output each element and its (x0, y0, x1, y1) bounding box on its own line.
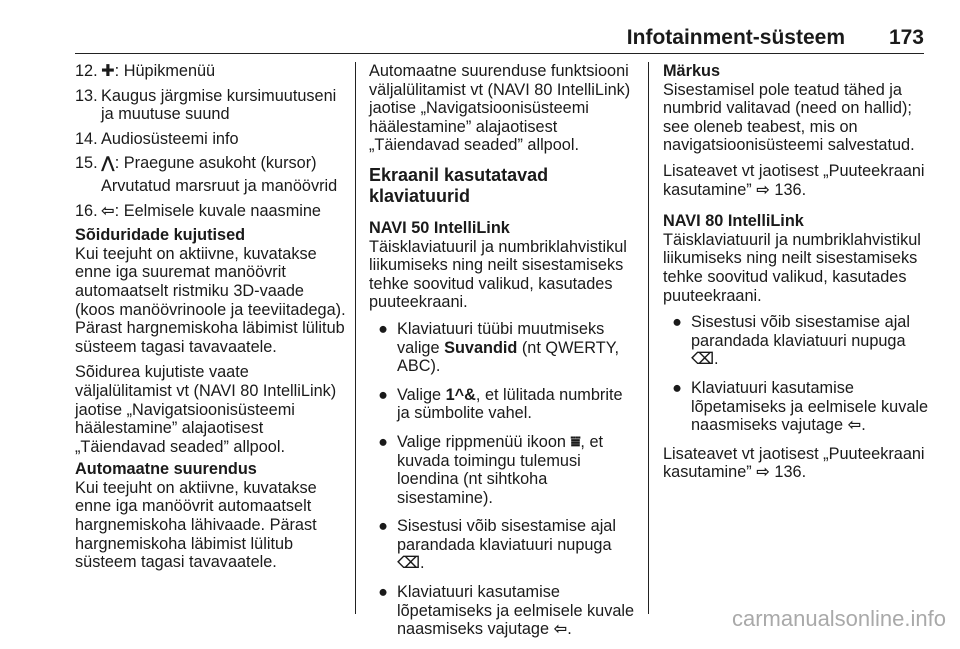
page-header (0, 0, 960, 54)
backspace-icon: ⌫ (691, 350, 715, 369)
back-arrow-icon: ⇦ (847, 416, 862, 435)
bullet-list (663, 313, 931, 435)
list-item-15: 15. ⋀: Praegune asukoht (kursor) (75, 154, 317, 173)
list-item: ● Klaviatuuri kasutamise lõpetamiseks ja eelmisele kuvale naasmiseks vajutage ⇦. (663, 379, 931, 435)
bullet-icon: ● (378, 385, 388, 404)
bullet-icon: ● (378, 319, 388, 338)
heading-auto-zoom: Automaatne suurendus (75, 460, 257, 479)
list-item: ● Sisestusi võib sisestamise ajal parandada klaviatuuri nupuga ⌫. (369, 517, 639, 573)
back-arrow-icon: ⇦ (553, 620, 568, 639)
note-text: Sisestamisel pole teatud tähed ja numbrid valitavad (need on hallid); see oleneb teabest, mis on navigatsioonisüsteemi salvestatud. (663, 80, 915, 155)
header-title: Infotainment-süsteem (626, 26, 845, 49)
page-reference-icon: ⇨ (756, 463, 770, 482)
list-item: ● Klaviatuuri kasutamise lõpetamiseks ja eelmisele kuvale naasmiseks vajutage ⇦. (369, 583, 639, 639)
column-divider-1 (355, 62, 356, 614)
list-item-16: 16. ⇦: Eelmisele kuvale naasmine (75, 201, 321, 220)
list-item-12: 12. ✚: Hüpikmenüü (75, 62, 216, 80)
list-item: ● Valige 1^&, et lülitada numbrite ja sümbolite vahel. (369, 386, 639, 423)
column-1 (75, 62, 347, 572)
list-item: ● Klaviatuuri tüübi muutmiseks valige Suvandid (nt QWERTY, ABC). (369, 320, 639, 376)
paragraph: Kui teejuht on aktiivne, kuvatakse enne iga suuremat manöövrit automaatselt ristmiku 3D-vaade (koos manöövrinoole ja teeviitadega). Pärast hargnemiskoha läbimist lülitub süsteem tagasi tavavaatele. (75, 244, 346, 356)
column-divider-2 (648, 62, 649, 614)
cursor-position-icon: ⋀ (101, 154, 115, 173)
bullet-icon: ● (378, 517, 388, 536)
watermark: carmanualsonline.info (731, 606, 946, 631)
paragraph: Automaatne suurenduse funktsiooni väljalülitamist vt (NAVI 80 IntelliLink) jaotise „Navigatsioonisüsteemi häälestamine” alajaotisest „Täiendavad seaded” allpool. (369, 62, 631, 155)
paragraph: Lisateavet vt jaotisest „Puuteekraani kasutamine” ⇨ 136. (663, 444, 925, 482)
page-number: 173 (888, 26, 924, 49)
paragraph: Sõidurea kujutiste vaate väljalülitamist vt (NAVI 80 IntelliLink) jaotise „Navigatsioonisüsteemi häälestamine” alajaotisest „Täiendavad seaded” allpool. (75, 363, 337, 456)
bullet-icon: ● (672, 378, 682, 397)
paragraph: Kui teejuht on aktiivne, kuvatakse enne iga manöövrit automaatselt hargnemiskoha lähivaade. Pärast hargnemiskoha läbimist lülitub süsteem tagasi tavavaatele. (75, 478, 317, 572)
plus-icon: ✚ (101, 62, 115, 80)
back-arrow-icon: ⇦ (101, 201, 115, 220)
column-3 (663, 62, 931, 482)
paragraph: Lisateavet vt jaotisest „Puuteekraani kasutamine” ⇨ 136. (663, 161, 925, 199)
column-2 (369, 62, 639, 649)
section-heading-keyboards: Ekraanil kasutatavad klaviatuurid (369, 164, 549, 206)
bullet-icon: ● (672, 313, 682, 332)
subheading-navi50: NAVI 50 IntelliLink (369, 218, 510, 237)
heading-lane-images: Sõiduridade kujutised (75, 226, 246, 245)
paragraph: Täisklaviatuuril ja numbriklahvistikul liikumiseks ning neilt sisestamiseks tehke soovitud valikud, kasutades puuteekraani. (663, 230, 921, 305)
list-item-13: 13. Kaugus järgmise kursimuutuseni ja muutuse suund (75, 86, 337, 124)
bullet-icon: ● (378, 432, 388, 451)
page-reference-icon: ⇨ (756, 180, 770, 199)
list-item-14: 14. Audiosüsteemi info (75, 129, 239, 148)
header-rule (75, 53, 924, 54)
subheading-navi80: NAVI 80 IntelliLink (663, 212, 804, 231)
bullet-icon: ● (378, 583, 388, 602)
dropdown-list-icon: ⩸ (570, 432, 581, 451)
list-item: ● Valige rippmenüü ikoon ⩸, et kuvada toimingu tulemusi loendina (nt sihtkoha sisestamine). (369, 433, 639, 507)
bullet-list (369, 320, 639, 639)
paragraph: Täisklaviatuuril ja numbriklahvistikul liikumiseks ning neilt sisestamiseks tehke soovitud valikud, kasutades puuteekraani. (369, 237, 627, 312)
list-item-15-sub: Arvutatud marsruut ja manöövrid (101, 176, 338, 195)
backspace-icon: ⌫ (397, 554, 421, 573)
list-item: ● Sisestusi võib sisestamise ajal parandada klaviatuuri nupuga ⌫. (663, 313, 931, 369)
note-heading: Märkus (663, 62, 721, 80)
